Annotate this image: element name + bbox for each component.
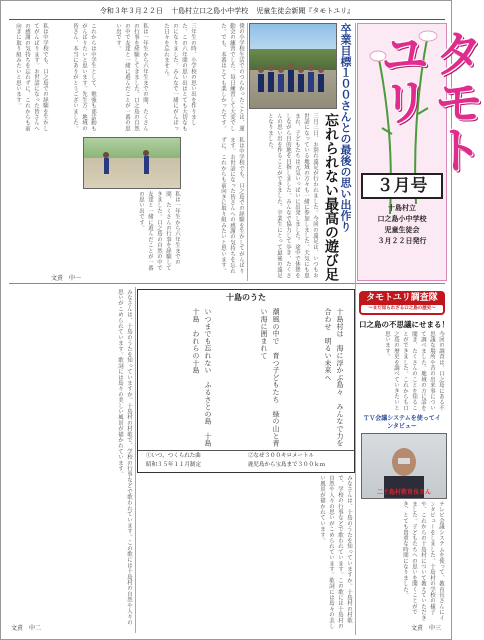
research-banner-sub: 〜まだ知られざる口之島の歴史〜: [361, 305, 443, 313]
interview-photo: [361, 433, 447, 499]
header-rule: [9, 19, 445, 20]
school-line: ３月２２日発行: [377, 237, 427, 245]
left-article-col: 三年生の時、小学校の思い出を作りました。この六年間の思い出はとても大切なものになりました。みんなで一緒にがんばった日々を忘れません。: [163, 23, 196, 132]
newsletter-header: [1, 6, 453, 16]
song-lyrics-box: [137, 289, 355, 473]
column-rule: [247, 23, 248, 281]
children-playing-image: [84, 138, 180, 188]
playground-photo: [83, 137, 181, 189]
left-article-author: 文責 中一: [51, 275, 82, 282]
lead-title: 忘れられない最高の遊び足: [323, 113, 339, 281]
issue-date: 令和３年３月２２日: [99, 7, 163, 15]
left-article-lower: 私は中学校でも、口之島での経験を生かしてがんばります。お世話になった皆さんへの感謝の気持ちを忘れずに、これからも前向きに取り組みたいと思います。: [220, 137, 244, 274]
left-article-col: これからは中学生として、勉強も部活動もがんばりたいと思います。先生方、地域の皆さん、本当にありがとうございました。: [72, 23, 96, 132]
school-line: 十島村立: [388, 204, 416, 212]
paper-name: 児童生徒会新聞『タモトユリ』: [256, 7, 355, 15]
issue-box: [361, 173, 443, 199]
masthead-title: タモトユリ: [372, 28, 484, 172]
left-article-col: 僕の小学校生活でのつらかったことは、運動会の練習でした。毎日練習して大変でした。でも、本番はとても楽しかったです。: [220, 23, 244, 132]
school-line: 口之島小中学校: [377, 215, 427, 223]
group-photo: [249, 23, 337, 109]
issue-number: ３月号: [376, 176, 428, 196]
song-lyrics: いつまでも忘れない ふるさとの島 十島 十島 われらの十島: [192, 308, 212, 455]
caption-sub: 鹿児島から宝島まで３００ｋｍ: [248, 462, 326, 468]
lead-subtitle: 卒業目標１００さんとの最後の思い出作り: [339, 23, 352, 232]
research-body: 今回の調査は、口之島にある不思議な場所や昔の出来事について調べました。地域の方に話を聞き、たくさんのことを知ることができました。これからも口之島の歴史を調べていきたいと思います。: [384, 331, 444, 411]
song-lyrics: 潮風の中で 育つ子どもたち 緑の山と青い海に囲まれて: [260, 308, 280, 447]
school-name: 十島村立口之島小中学校: [171, 7, 249, 15]
section-rule: [9, 283, 445, 284]
caption-text: ①いつ、つくられた曲: [146, 453, 201, 459]
song-title: 十島のうた: [226, 292, 266, 302]
song-caption-1: [146, 452, 201, 470]
caption-text: ②なぜ３００キロメートル: [248, 453, 315, 459]
left-article-col: 私は一年生から六年生までの間、たくさんの行事を経験してきました。口之島の自然の中で友達と一緒に遊んだことが一番の思い出です。: [115, 23, 148, 132]
song-caption-2: [248, 452, 325, 470]
research-banner-label: タモトユリ調査隊: [366, 293, 438, 303]
interview-label: ＴＶ会議システムを使ってインタビュー: [363, 415, 441, 430]
research-banner: [359, 291, 445, 315]
interview-caption: 二十島村教育長さん: [376, 489, 431, 496]
song-footer: [138, 450, 354, 473]
interview-author: 文責 中三: [411, 625, 442, 632]
research-title: 口之島の不思議にせまる！: [359, 320, 449, 329]
song-article-lower: みなさんは、十島のうたを知っていますか。十島村の村歌で、学校の行事などで歌われています。この歌には十島村の自然や人々の思いがこめられています。歌詞には島々の美しい風景が描かれています。: [319, 475, 352, 629]
left-article-lower: 私は一年生から六年生までの間、たくさんの行事を経験してきました。口之島の自然の中で友達と一緒に遊んだことが一番の思い出です。: [138, 191, 180, 271]
school-info: [361, 203, 443, 247]
song-article-left: みなさんは、十島のうたを知っていますか。十島村の村歌で、学校の行事などで歌われています。この歌には十島村の自然や人々の思いがこめられています。歌詞には島々の美しい風景が描かれています。: [117, 289, 132, 626]
left-article-col: 私は中学校でも、口之島での経験を生かしてがんばります。お世話になった皆さんへの感謝の気持ちを忘れずに、これからも前向きに取り組みたいと思います。: [15, 23, 48, 132]
interview-body: テレビ会議システムを使って、教育長さんにインタビューをしました。十島村の学校の様子や、これからの十島村について教えていただきました。子どもたちへの思いを聞くことができ、とても貴重な時間になりました。: [402, 501, 444, 621]
column-rule: [355, 23, 356, 635]
song-article-author: 文責 中二: [11, 625, 42, 632]
song-lyrics: 十島村は 海に浮かぶ島々 みんなで力を合わせ 明るい未来へ: [324, 308, 344, 447]
column-rule: [135, 287, 136, 633]
lead-body: 三月三日、お別れ遠足が行われました。今回の遠足は、いつもお世話になっている地域の方々も一緒に参加しました。天気にも恵まれ、子どもたちは元気いっぱいに出発しました。途中で休憩をしながら目的地を目指しました。みんなで協力して歩き、たくさんの思い出を作ることができました。卒業生にとって最後の遠足となりました。: [267, 113, 318, 279]
caption-sub: 昭和３５年１１月制定: [146, 462, 202, 468]
children-group-image: [250, 24, 336, 108]
school-line: 児童生徒会: [384, 226, 420, 234]
